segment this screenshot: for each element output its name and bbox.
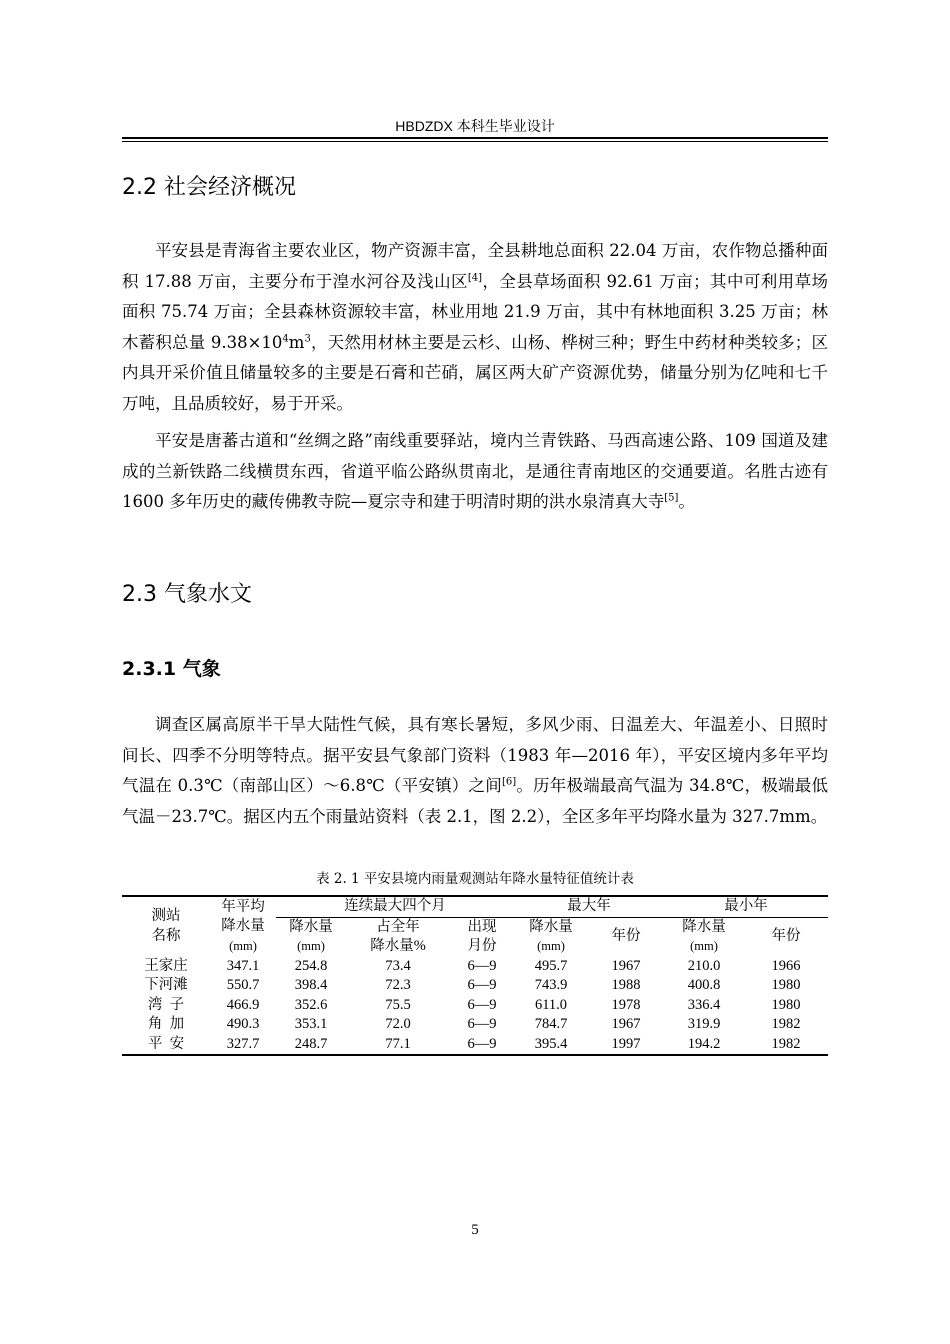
precipitation-table bbox=[122, 895, 828, 1056]
header-annual-precip: 年平均 降水量 (mm) bbox=[221, 898, 265, 953]
citation-6[interactable]: [6] bbox=[501, 776, 517, 788]
table-row: 角 加 490.3 353.1 72.0 6—9 784.7 1967 319.9 1982 bbox=[147, 1016, 801, 1032]
section-2-3-1-paragraph-1: 调查区属高原半干旱大陆性气候，具有寒长暑短，多风少雨、日温差大、年温差小、日照时间长、四季不分明等特点。据平安县气象部门资料（1983 年—2016 年），平安区境内多年平均气温在 0.3℃（南部山区）～6.8℃（平安镇）之间[6]。历年极端最高气温为 34.8℃，极端最低气温－23.7℃。据区内五个雨量站资料（表 2.1，图 2.2），全区多年平均降水量为 327.7mm。 bbox=[122, 715, 828, 826]
header-max-precip: 降水量 (mm) bbox=[529, 918, 573, 953]
table-row: 平 安 327.7 248.7 77.1 6—9 395.4 1997 194.2 1982 bbox=[147, 1035, 801, 1052]
header-min-precip: 降水量 (mm) bbox=[682, 918, 726, 953]
section-2-2-paragraph-1: 平安县是青海省主要农业区，物产资源丰富，全县耕地总面积 22.04 万亩，农作物总播种面积 17.88 万亩，主要分布于湟水河谷及浅山区[4]，全县草场面积 92.61 万亩；其中可利用草场面积 75.74 万亩；全县森林资源较丰富，林业用地 21.9 万亩，其中有林地面积 3.25 万亩；林木蓄积总量 $9.38\times 10^4m^3$，天然用材林主要是云杉、山杨、桦树三种；野生中药材种类较多；区内具开采价值且储量较多的主要是石膏和芒硝，属区两大矿产资源优势，储量分别为亿吨和七千万吨，且品质较好，易于开采。 bbox=[122, 241, 828, 413]
header-fm-pct: 占全年 降水量% bbox=[370, 918, 426, 954]
citation-5[interactable]: [5] bbox=[664, 492, 679, 504]
header-four-month: 连续最大四个月 bbox=[276, 896, 514, 917]
section-2-3-heading: 2.3 气象水文 bbox=[122, 582, 252, 607]
table-row: 下河滩 550.7 398.4 72.3 6—9 743.9 1988 400.8 1980 bbox=[144, 977, 801, 993]
header-min-year: 最小年 bbox=[664, 896, 828, 917]
header-max-year: 最大年 bbox=[514, 896, 664, 917]
section-2-2-heading: 2.2 社会经济概况 bbox=[122, 175, 296, 200]
section-2-3-1-heading: 2.3.1 气象 bbox=[122, 658, 221, 680]
header-fm-precip: 降水量 (mm) bbox=[289, 918, 333, 953]
header-rule-thin bbox=[122, 141, 828, 142]
header-rule-thick bbox=[122, 137, 828, 139]
table-row: 王家庄 347.1 254.8 73.4 6—9 495.7 1967 210.0 1966 bbox=[144, 957, 801, 974]
running-header: HBDZDX 本科生毕业设计 bbox=[395, 118, 555, 134]
header-fm-month: 出现 月份 bbox=[467, 918, 497, 954]
citation-4[interactable]: [4] bbox=[467, 272, 483, 283]
section-2-2-paragraph-2: 平安是唐蕃古道和“丝绸之路”南线重要驿站，境内兰青铁路、马西高速公路、109 国道及建成的兰新铁路二线横贯东西，省道平临公路纵贯南北，是通往青南地区的交通要道。名胜古迹有 1600 多年历史的藏传佛教寺院—夏宗寺和建于明清时期的洪水泉清真大寺[5]。 bbox=[122, 431, 828, 511]
page-number: 5 bbox=[471, 1222, 479, 1238]
header-station: 测站 名称 bbox=[151, 908, 181, 944]
header-min-year-col: 年份 bbox=[771, 928, 801, 945]
table-2-1-caption: 表 2. 1 平安县境内雨量观测站年降水量特征值统计表 bbox=[316, 871, 634, 887]
table-row: 湾 子 466.9 352.6 75.5 6—9 611.0 1978 336.4 1980 bbox=[147, 996, 801, 1013]
header-max-year-col: 年份 bbox=[611, 928, 641, 945]
